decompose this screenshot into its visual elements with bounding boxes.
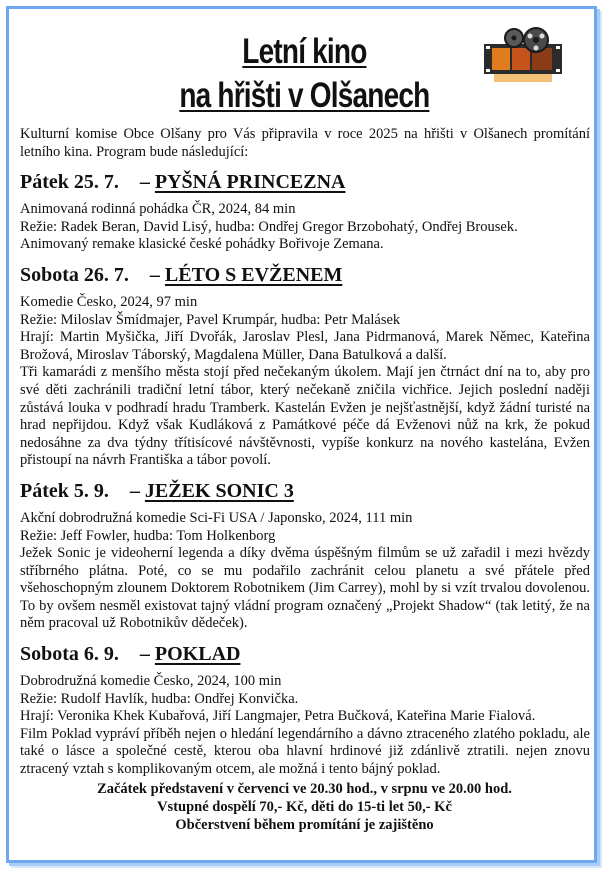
title-line-2: na hřišti v Olšanech <box>179 76 430 115</box>
movie-title: POKLAD <box>154 643 241 666</box>
movie-cast: Hrají: Veronika Khek Kubařová, Jiří Langmajer, Petra Bučková, Kateřina Marie Fialová. <box>20 708 536 725</box>
showtime-info: Začátek představení v červenci ve 20.30 hod., v srpnu ve 20.00 hod. <box>97 781 512 797</box>
intro-text: Kulturní komise Obce Olšany pro Vás připravila v roce 2025 na hřišti v Olšanech promítání letního kina. Program bude následující: <box>20 126 590 160</box>
movie-heading <box>20 642 590 666</box>
movie-genre: Dobrodružná komedie Česko, 2024, 100 min <box>20 673 282 690</box>
movie-credits: Režie: Jeff Fowler, hudba: Tom Holkenborg <box>20 527 276 544</box>
movie-title: JEŽEK SONIC 3 <box>144 479 294 502</box>
movie-date: Pátek 5. 9. <box>20 479 109 502</box>
movie-description: Animovaný remake klasické české pohádky Bořivoje Zemana. <box>20 236 384 253</box>
poster-title <box>61 30 548 118</box>
movie-date: Sobota 26. 7. <box>20 263 129 286</box>
movie-description: Ježek Sonic je videoherní legenda a díky dvěma úspěšným filmům se už zařadil i mezi hvězdy stříbrného plátna. Poté, co se mu podařilo zachránit celou planetu a své přátele před všehoschopným zlounem Doktorem Robotnikem (Jim Carrey), mohl by si vzít trvalou dovolenou. To by ovšem nesměl existovat tajný vládní program označený „Projekt Shadow“ (tak letitý, že na něm pracoval už Robotnikův dědeček). <box>20 545 590 632</box>
film-projector-icon <box>484 26 562 84</box>
movie-dash: – <box>139 643 150 666</box>
movie-credits: Režie: Radek Beran, David Lisý, hudba: Ondřej Gregor Brzobohatý, Ondřej Brousek. <box>20 218 518 235</box>
refreshments-info: Občerstvení během promítání je zajištěno <box>175 817 434 833</box>
movie-dash: – <box>149 263 160 286</box>
program-body <box>20 126 590 779</box>
movie-title: PYŠNÁ PRINCEZNA <box>154 171 346 194</box>
movie-dash: – <box>139 171 150 194</box>
movie-heading <box>20 170 590 194</box>
movie-credits: Režie: Rudolf Havlík, hudba: Ondřej Konvička. <box>20 690 299 707</box>
movie-date: Pátek 25. 7. <box>20 171 119 194</box>
movie-heading <box>20 479 590 503</box>
movie-description: Tři kamarádi z menšího města stojí před nečekaným úkolem. Mají jen čtrnáct dní na to, aby pro své děti zachránili tradiční letní tábor, který nečekaně zničila vichřice. Jejich poslední naději zůstává louka v podhradí hradu Tramberk. Kastelán Evžen je nejšťastnější, když žádní turisté na hrad nepřijdou. Když však Kudláková z Památkové péče dá Evženovi nůž na krk, že pokud nedosáhne za dva týdny třítisícové návštěvnosti, vypíše konkurz na nového kastelána, Evžen přistoupí na návrh Františka a tábor povolí. <box>20 364 590 469</box>
movie-genre: Akční dobrodružná komedie Sci-Fi USA / Japonsko, 2024, 111 min <box>20 509 413 526</box>
title-line-1: Letní kino <box>242 32 367 71</box>
movie-genre: Komedie Česko, 2024, 97 min <box>20 293 198 310</box>
movie-date: Sobota 6. 9. <box>20 643 119 666</box>
footer-info <box>0 780 609 834</box>
movie-dash: – <box>129 479 140 502</box>
admission-info: Vstupné dospělí 70,- Kč, děti do 15-ti let 50,- Kč <box>157 799 452 815</box>
movie-title: LÉTO S EVŽENEM <box>164 263 343 286</box>
movie-credits: Režie: Miloslav Šmídmajer, Pavel Krumpár, hudba: Petr Malásek <box>20 311 401 328</box>
movie-genre: Animovaná rodinná pohádka ČR, 2024, 84 min <box>20 201 296 218</box>
movie-cast: Hrají: Martin Myšička, Jiří Dvořák, Jaroslav Plesl, Jana Pidrmanová, Marek Němec, Kateřina Brožová, Miroslav Táborský, Magdalena Müller, Dana Batulková a další. <box>20 329 590 363</box>
movie-description: Film Poklad vypráví příběh nejen o hledání legendárního a dávno ztraceného zlatého pokladu, ale také o lásce a společné cestě, kterou oba hlavní hrdinové již zdánlivě ztratili. nejen znovu ztracený vztah s komplikovaným otcem, ale možná i tento bájný poklad. <box>20 725 590 778</box>
movie-heading <box>20 263 590 287</box>
